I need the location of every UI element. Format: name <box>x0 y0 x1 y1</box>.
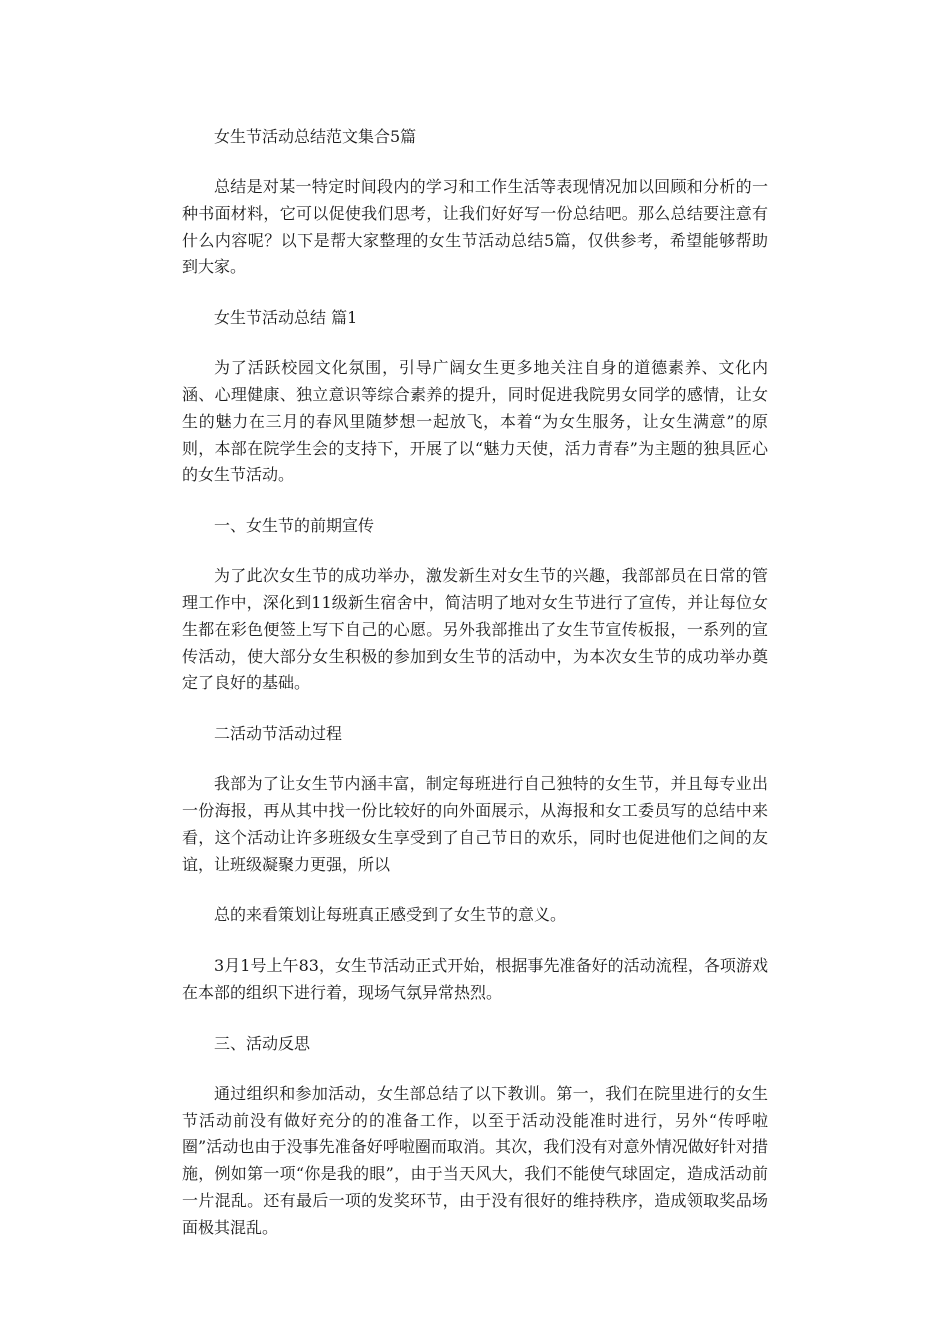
document-body <box>182 124 768 1242</box>
document-title: 女生节活动总结范文集合5篇 <box>214 127 417 146</box>
spacer <box>182 878 768 902</box>
spacer <box>182 1057 768 1081</box>
intro-paragraph: 总结是对某一特定时间段内的学习和工作生活等表现情况加以回顾和分析的一种书面材料，它可以促使我们思考，让我们好好写一份总结吧。那么总结要注意有什么内容呢？以下是帮大家整理的女生节活动总结5篇，仅供参考，希望能够帮助到大家。 <box>182 177 768 277</box>
march-paragraph: 3月1号上午83，女生节活动正式开始，根据事先准备好的活动流程，各项游戏在本部的组织下进行着，现场气氛异常热烈。 <box>182 956 768 1002</box>
summary-paragraph: 总的来看策划让每班真正感受到了女生节的意义。 <box>214 905 567 925</box>
spacer <box>182 489 768 513</box>
spacer <box>182 1007 768 1031</box>
spacer <box>182 331 768 355</box>
spacer <box>182 539 768 563</box>
section-heading: 三、活动反思 <box>214 1033 311 1053</box>
publicity-paragraph: 为了此次女生节的成功举办，激发新生对女生节的兴趣，我部部员在日常的管理工作中，深化到11级新生宿舍中，简洁明了地对女生节进行了宣传，并让每位女生都在彩色便签上写下自己的心愿。另外我部推出了女生节宣传板报，一系列的宣传活动，使大部分女生积极的参加到女生节的活动中，为本次女生节的成功举办奠定了良好的基础。 <box>182 566 768 693</box>
spacer <box>182 747 768 771</box>
spacer <box>182 281 768 305</box>
spacer <box>182 150 768 174</box>
spacer <box>182 929 768 953</box>
process-paragraph: 我部为了让女生节内涵丰富，制定每班进行自己独特的女生节，并且每专业出一份海报，再从其中找一份比较好的向外面展示，从海报和女工委员写的总结中来看，这个活动让许多班级女生享受到了自己节日的欢乐，同时也促进他们之间的友谊，让班级凝聚力更强，所以 <box>182 774 768 874</box>
section-heading: 一、女生节的前期宣传 <box>214 516 375 536</box>
section-title: 女生节活动总结 篇1 <box>214 308 358 328</box>
spacer <box>182 697 768 721</box>
section-paragraph: 为了活跃校园文化氛围，引导广阔女生更多地关注自身的道德素养、文化内涵、心理健康、独立意识等综合素养的提升，同时促进我院男女同学的感情，让女生的魅力在三月的春风里随梦想一起放飞，本着“为女生服务，让女生满意”的原则，本部在院学生会的支持下，开展了以“魅力天使，活力青春”为主题的独具匠心的女生节活动。 <box>182 358 768 485</box>
section-heading: 二活动节活动过程 <box>214 724 343 744</box>
reflection-paragraph: 通过组织和参加活动，女生部总结了以下教训。第一，我们在院里进行的女生节活动前没有做好充分的的准备工作，以至于活动没能准时进行，另外“传呼啦圈”活动也由于没事先准备好呼啦圈而取消。其次，我们没有对意外情况做好针对措施，例如第一项“你是我的眼”，由于当天风大，我们不能使气球固定，造成活动前一片混乱。还有最后一项的发奖环节，由于没有很好的维持秩序，造成领取奖品场面极其混乱。 <box>182 1083 768 1237</box>
